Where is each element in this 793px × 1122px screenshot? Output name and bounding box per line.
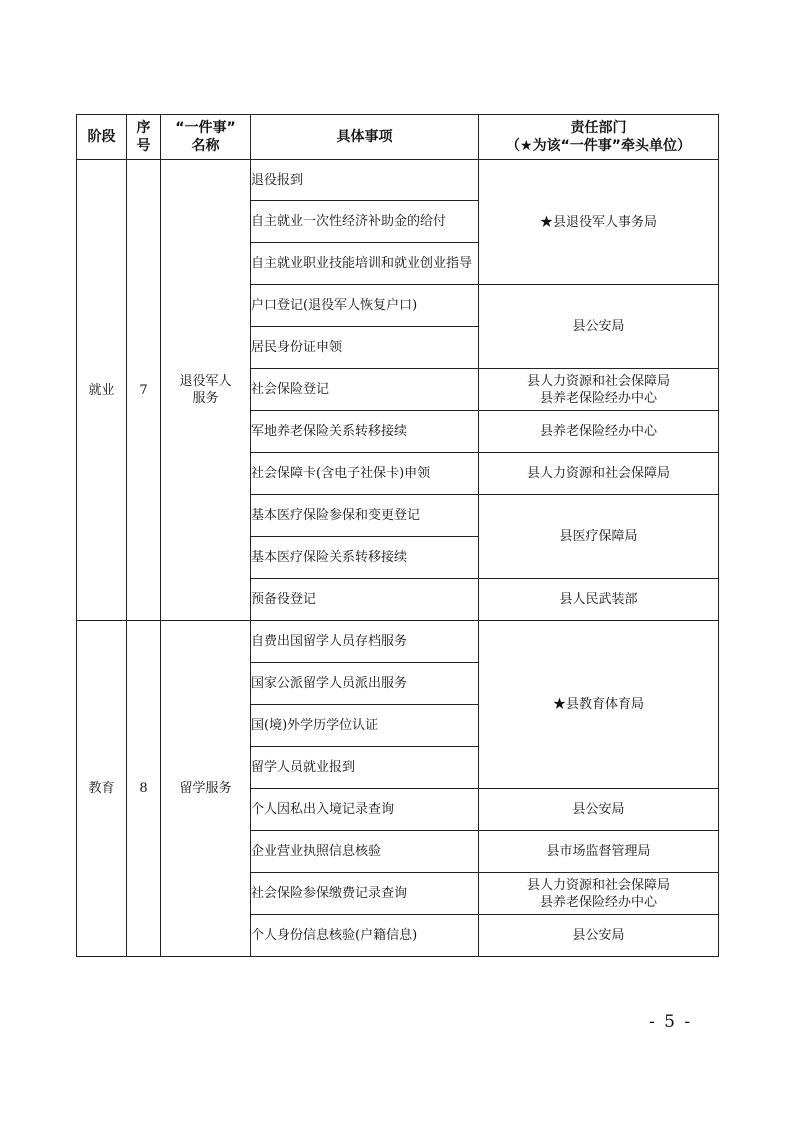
dept-cell: 县公安局	[479, 789, 719, 831]
name-cell: 留学服务	[161, 621, 251, 957]
seq-cell: 8	[127, 621, 161, 957]
stage-cell: 教育	[77, 621, 127, 957]
item-cell: 预备役登记	[251, 579, 479, 621]
page-number: - 5 -	[649, 1012, 693, 1032]
item-cell: 国(境)外学历学位认证	[251, 705, 479, 747]
header-seq	[127, 115, 161, 160]
item-cell: 军地养老保险关系转移接续	[251, 411, 479, 453]
header-name-line1: “一件事”	[175, 120, 236, 136]
item-cell: 社会保险登记	[251, 369, 479, 411]
name-line2: 服务	[192, 391, 219, 406]
item-cell: 基本医疗保险关系转移接续	[251, 537, 479, 579]
dept-cell: 县公安局	[479, 285, 719, 369]
name-line1: 退役军人	[179, 374, 232, 389]
header-seq-line2: 号	[136, 138, 151, 154]
table-row	[77, 621, 719, 663]
item-cell: 自主就业职业技能培训和就业创业指导	[251, 243, 479, 285]
dept-cell: 县医疗保障局	[479, 495, 719, 579]
item-cell: 退役报到	[251, 160, 479, 201]
dept-line2: 县养老保险经办中心	[539, 390, 657, 406]
service-table	[76, 114, 719, 957]
header-name-line2: 名称	[191, 138, 220, 154]
item-cell: 户口登记(退役军人恢复户口)	[251, 285, 479, 327]
item-cell: 个人身份信息核验(户籍信息)	[251, 915, 479, 957]
dept-cell: 县人力资源和社会保障局	[479, 453, 719, 495]
table-row	[77, 160, 719, 201]
item-cell: 国家公派留学人员派出服务	[251, 663, 479, 705]
item-cell: 居民身份证申领	[251, 327, 479, 369]
header-row	[77, 115, 719, 160]
dept-cell: 县养老保险经办中心	[479, 411, 719, 453]
header-item: 具体事项	[251, 115, 479, 160]
item-cell: 留学人员就业报到	[251, 747, 479, 789]
item-cell: 自费出国留学人员存档服务	[251, 621, 479, 663]
item-cell: 自主就业一次性经济补助金的给付	[251, 201, 479, 243]
dept-cell: ★县退役军人事务局	[479, 160, 719, 285]
header-name	[161, 115, 251, 160]
item-cell: 个人因私出入境记录查询	[251, 789, 479, 831]
name-cell	[161, 160, 251, 621]
dept-cell	[479, 369, 719, 411]
dept-cell: 县公安局	[479, 915, 719, 957]
dept-line2: 县养老保险经办中心	[539, 894, 657, 910]
item-cell: 社会保险参保缴费记录查询	[251, 873, 479, 915]
header-stage: 阶段	[77, 115, 127, 160]
dept-cell: ★县教育体育局	[479, 621, 719, 789]
header-dept-line1: 责任部门	[570, 120, 627, 136]
item-cell: 基本医疗保险参保和变更登记	[251, 495, 479, 537]
seq-cell: 7	[127, 160, 161, 621]
dept-cell	[479, 873, 719, 915]
dept-cell: 县市场监督管理局	[479, 831, 719, 873]
header-dept	[479, 115, 719, 160]
header-seq-line1: 序	[136, 120, 151, 136]
header-dept-line2: （★为该“一件事”牵头单位）	[506, 138, 691, 154]
dept-cell: 县人民武装部	[479, 579, 719, 621]
dept-line1: 县人力资源和社会保障局	[526, 373, 670, 389]
item-cell: 社会保障卡(含电子社保卡)申领	[251, 453, 479, 495]
item-cell: 企业营业执照信息核验	[251, 831, 479, 873]
dept-line1: 县人力资源和社会保障局	[526, 877, 670, 893]
stage-cell: 就业	[77, 160, 127, 621]
